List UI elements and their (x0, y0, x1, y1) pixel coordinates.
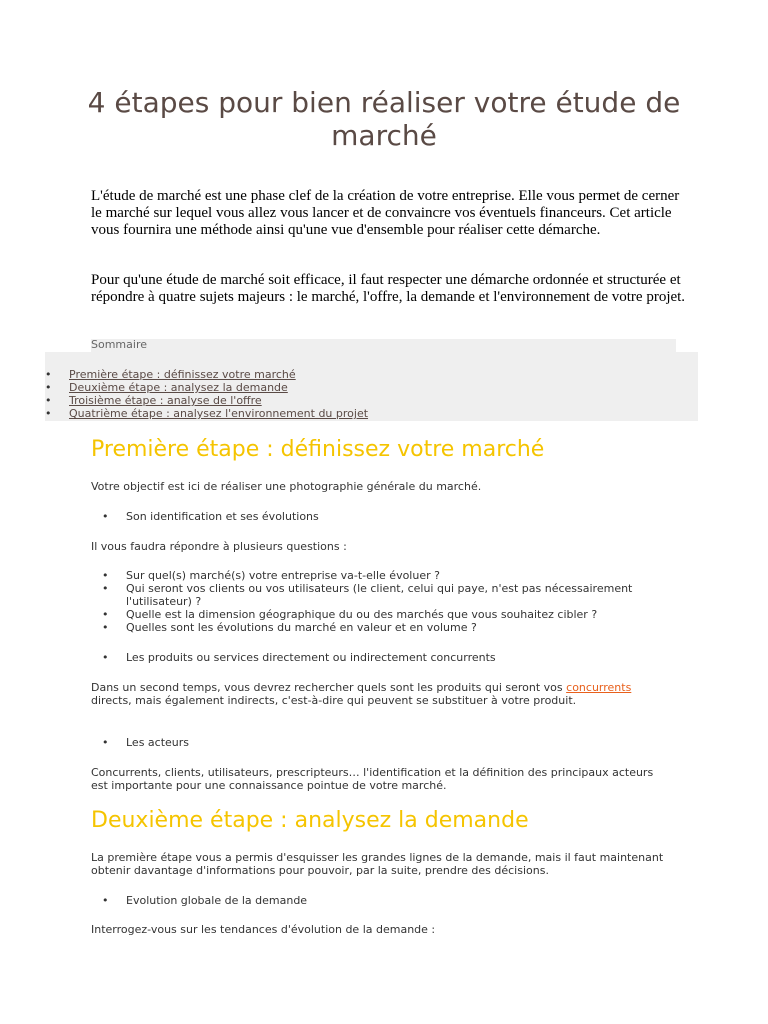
toc-item-troisieme-etape[interactable] (45, 394, 368, 407)
bullet-icon: • (102, 510, 109, 523)
list-item: • Les acteurs (102, 736, 190, 749)
intro-paragraph-1: L'étude de marché est une phase clef de la création de votre entreprise. Elle vous permet de cerner le marché sur lequel vous allez vous lancer et de convaincre vos éventuels financeurs. Cet article vous fournira une méthode ainsi qu'une vue d'ensemble pour réaliser cette démarche. (91, 188, 680, 238)
bullet-icon: • (102, 621, 109, 634)
list-item: • Quelles sont les évolutions du marché en valeur et en volume ? (102, 621, 477, 634)
bullet-icon: • (102, 569, 109, 582)
table-of-contents (45, 368, 368, 420)
concurrents-link[interactable]: concurrents (566, 681, 632, 694)
section2-bullet-list (100, 894, 660, 907)
section1-bullet-list-3 (100, 736, 660, 749)
toc-item-deuxieme-etape[interactable] (45, 381, 368, 394)
section-heading-demande: Deuxième étape : analysez la demande (91, 808, 529, 833)
list-item: • Les produits ou services directement ou indirectement concurrents (102, 651, 496, 664)
sommaire-header-background (91, 339, 676, 353)
sommaire-label: Sommaire (91, 338, 147, 351)
bullet-icon: • (45, 394, 52, 407)
list-item: • Son identification et ses évolutions (102, 510, 319, 523)
toc-item-premiere-etape[interactable] (45, 368, 368, 381)
toc-item-quatrieme-etape[interactable] (45, 407, 368, 420)
list-item: • Evolution globale de la demande (102, 894, 308, 907)
section1-paragraph: Il vous faudra répondre à plusieurs questions : (91, 540, 347, 553)
toc-link[interactable]: Première étape : définissez votre marché (69, 368, 296, 381)
bullet-icon: • (102, 651, 109, 664)
toc-link[interactable]: Deuxième étape : analysez la demande (69, 381, 288, 394)
section1-paragraph: Concurrents, clients, utilisateurs, prescripteurs… l'identification et la définition des principaux acteurs est importante pour une connaissance pointue de votre marché. (91, 766, 654, 792)
questions-list (100, 569, 660, 634)
list-item: • Quelle est la dimension géographique du ou des marchés que vous souhaitez cibler ? (102, 608, 598, 621)
section1-paragraph: Dans un second temps, vous devrez rechercher quels sont les produits qui seront vos concurrents directs, mais également indirects, c'est-à-dire qui peuvent se substituer à votre produit. (91, 681, 632, 707)
bullet-icon: • (45, 381, 52, 394)
section1-bullet-list-2 (100, 651, 660, 664)
bullet-icon: • (102, 582, 109, 595)
section1-paragraph: Votre objectif est ici de réaliser une photographie générale du marché. (91, 480, 482, 493)
section1-bullet-list-1 (100, 510, 660, 523)
page-title: 4 étapes pour bien réaliser votre étude de marché (87, 86, 681, 152)
section2-paragraph: Interrogez-vous sur les tendances d'évolution de la demande : (91, 923, 436, 936)
bullet-icon: • (102, 736, 109, 749)
bullet-icon: • (102, 894, 109, 907)
bullet-icon: • (45, 407, 52, 420)
bullet-icon: • (45, 368, 52, 381)
toc-link[interactable]: Troisième étape : analyse de l'offre (69, 394, 262, 407)
toc-link[interactable]: Quatrième étape : analysez l'environnement du projet (69, 407, 369, 420)
section2-paragraph: La première étape vous a permis d'esquisser les grandes lignes de la demande, mais il faut maintenant obtenir davantage d'informations pour pouvoir, par la suite, prendre des décisions. (91, 851, 664, 877)
section-heading-marche: Première étape : définissez votre marché (91, 437, 545, 462)
list-item: • Sur quel(s) marché(s) votre entreprise va-t-elle évoluer ? (102, 569, 440, 582)
bullet-icon: • (102, 608, 109, 621)
intro-paragraph-2: Pour qu'une étude de marché soit efficace, il faut respecter une démarche ordonnée et structurée et répondre à quatre sujets majeurs : le marché, l'offre, la demande et l'environnement de votre projet. (91, 272, 686, 305)
list-item: • Qui seront vos clients ou vos utilisateurs (le client, celui qui paye, n'est pas nécessairement l'utilisateur) ? (102, 582, 633, 608)
